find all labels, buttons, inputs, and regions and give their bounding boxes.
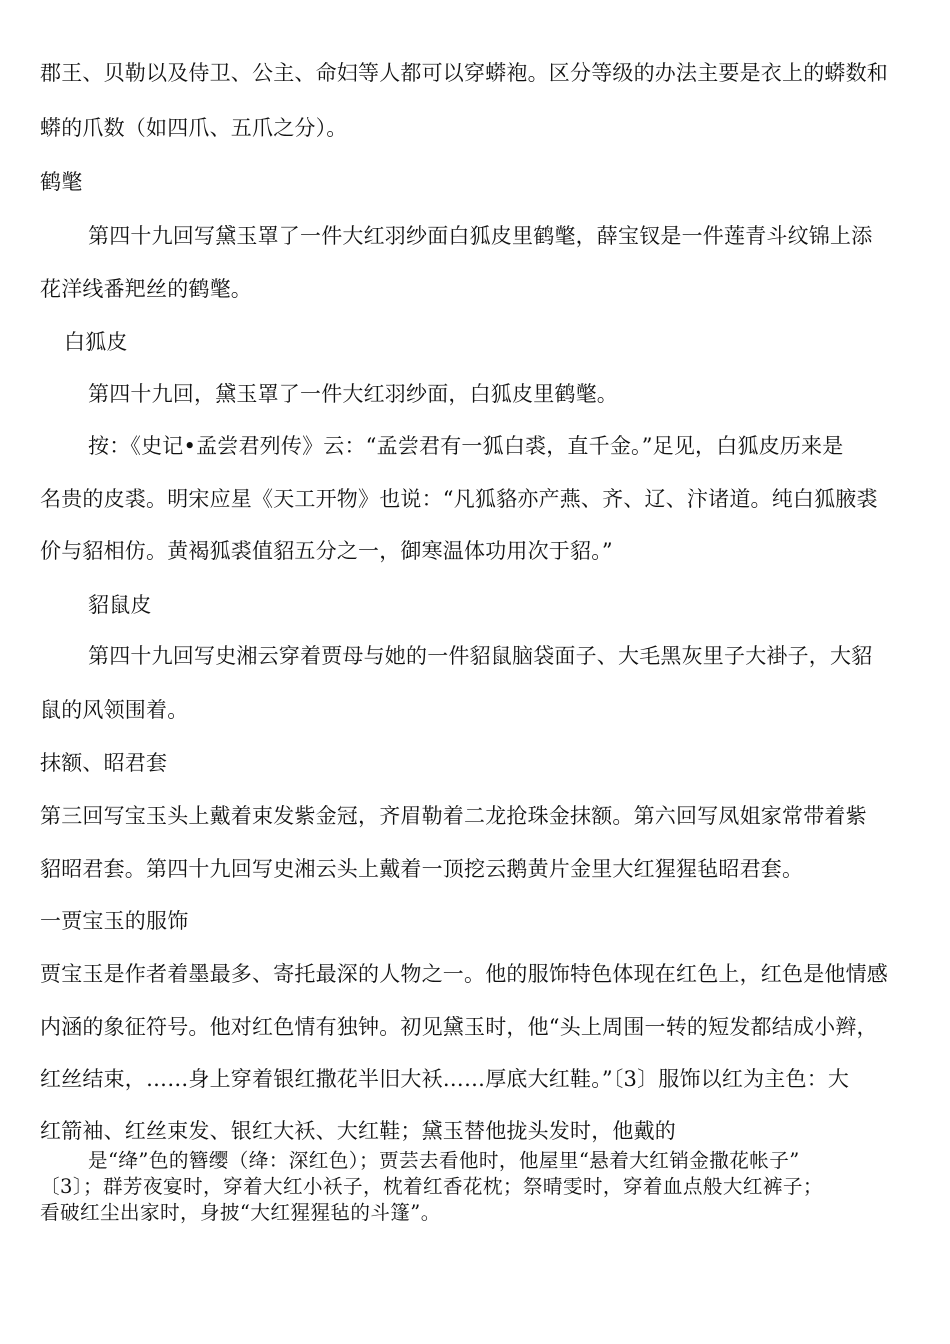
paragraph-line: 鼠的风领围着。 — [40, 698, 189, 722]
paragraph-line: 花洋线番羓丝的鹤氅。 — [40, 277, 252, 301]
paragraph-line: 是“绛”色的簪缨（绛：深红色）；贾芸去看他时，他屋里“悬着大红销金撒花帐子” — [88, 1149, 800, 1172]
paragraph-line: 红丝结束，……身上穿着银红撒花半旧大袄……厚底大红鞋。”〔3〕服饰以红为主色：大 — [40, 1067, 850, 1091]
paragraph-line: 红箭袖、红丝束发、银红大袄、大红鞋；黛玉替他拢头发时，他戴的 — [40, 1119, 676, 1143]
paragraph-line: 〔3〕；群芳夜宴时，穿着大红小袄子，枕着红香花枕；祭晴雯时，穿着血点般大红裤子； — [40, 1175, 823, 1198]
section-heading: 白狐皮 — [64, 330, 128, 354]
paragraph-line: 第四十九回写史湘云穿着贾母与她的一件貂鼠脑袋面子、大毛黑灰里子大褂子，大貂 — [88, 644, 873, 668]
section-heading: 抹额、昭君套 — [40, 751, 168, 775]
section-heading: 鹤氅 — [40, 170, 83, 194]
paragraph-line: 第三回写宝玉头上戴着束发紫金冠，齐眉勒着二龙抢珠金抹额。第六回写凤姐家常带着紫 — [40, 804, 867, 828]
paragraph-line: 看破红尘出家时，身披“大红猩猩毡的斗篷”。 — [40, 1201, 441, 1224]
paragraph-line: 第四十九回写黛玉罩了一件大红羽纱面白狐皮里鹤氅，薛宝钗是一件莲青斗纹锦上添 — [88, 224, 873, 248]
paragraph-line: 内涵的象征符号。他对红色情有独钟。初见黛玉时，他“头上周围一转的短发都结成小辫， — [40, 1015, 878, 1039]
paragraph-line: 貂昭君套。第四十九回写史湘云头上戴着一顶挖云鹅黄片金里大红猩猩毡昭君套。 — [40, 857, 804, 881]
paragraph-line: 名贵的皮裘。明宋应星《天工开物》也说：“凡狐貉亦产燕、齐、辽、汴诸道。纯白狐腋裘 — [40, 487, 878, 511]
paragraph-line: 价与貂相仿。黄褐狐裘值貂五分之一，御寒温体功用次于貂。” — [40, 539, 613, 563]
section-heading: 一贾宝玉的服饰 — [40, 909, 189, 933]
paragraph-line: 按：《史记•孟尝君列传》云：“孟尝君有一狐白裘，直千金。”足见，白狐皮历来是 — [88, 434, 844, 458]
section-heading: 貂鼠皮 — [88, 593, 152, 617]
paragraph-line: 贾宝玉是作者着墨最多、寄托最深的人物之一。他的服饰特色体现在红色上，红色是他情感 — [40, 962, 888, 986]
paragraph-line: 蟒的爪数（如四爪、五爪之分）。 — [40, 116, 348, 140]
paragraph-line: 第四十九回，黛玉罩了一件大红羽纱面，白狐皮里鹤氅。 — [88, 382, 618, 406]
paragraph-line: 郡王、贝勒以及侍卫、公主、命妇等人都可以穿蟒袍。区分等级的办法主要是衣上的蟒数和 — [40, 61, 888, 85]
